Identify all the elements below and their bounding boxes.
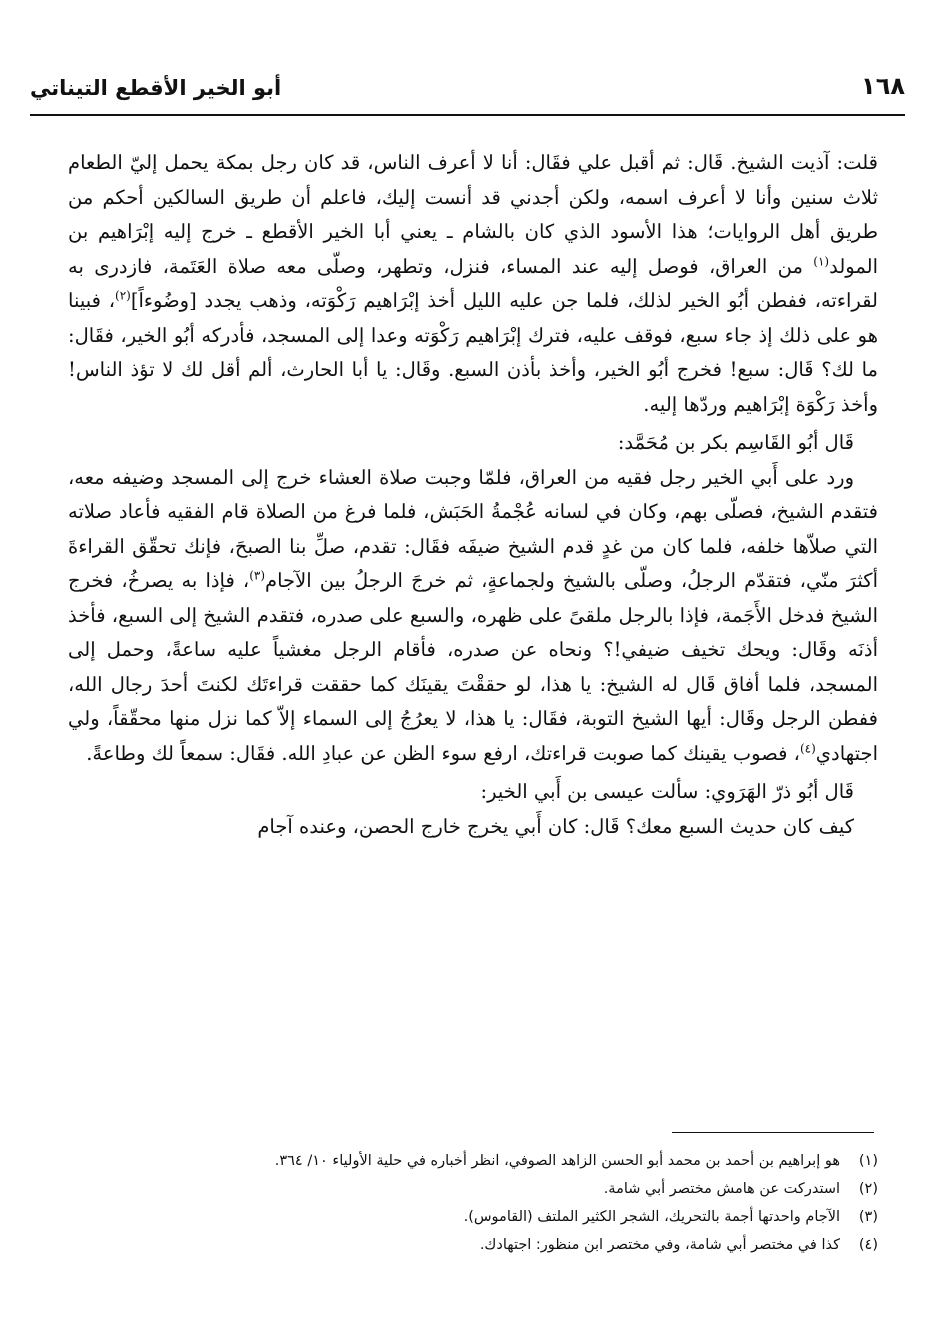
running-title: أبو الخير الأقطع التيناتي — [30, 76, 282, 100]
footnote-number: (١) — [858, 1153, 878, 1169]
paragraph-1-part-2: من العراق، فوصل إليه عند المساء، فنزل، وتطهر، وصلّى معه صلاة العَتَمة، فازدرى به لقراءته، ففطن أبُو الخير لذلك، فلما جن عليه الليل أخذ إبْرَاهيم رَكْوَته، وذهب يجدد [وضُوءاً] — [68, 254, 878, 312]
footnote-1 — [60, 1147, 878, 1175]
paragraph-1-part-1: قلت: آذيت الشيخ. قَال: ثم أقبل علي فقَال: أنا لا أعرف الناس، قد كان رجل بمكة يحمل إليّ الطعام ثلاث سنين وأنا لا أعرف اسمه، ولكن أجدني قد أنست إليك، فاعلم أن طريق السالكين أحكم من طريق أهل الروايات؛ هذا الأسود الذي كان بالشام ـ يعني أبا الخير الأقطع ـ خرج إليه إبْرَاهيم بن المولد — [68, 151, 878, 278]
footnote-ref-3: (٣) — [249, 568, 266, 583]
footnote-ref-1: (١) — [813, 254, 830, 268]
header-rule — [30, 114, 905, 116]
paragraph-1-part-3: ، فبينا هو على ذلك إذ جاء سبع، فوقف عليه، فترك إبْرَاهيم رَكْوَته وعدا إلى المسجد، فأدركه أبُو الخير، فقَال: ما لك؟ قَال: سبع! فخرج أبُو الخير، وأخذ بأذن السبع. وقَال: يا أبا الحارث، ألم أقل لك لا تؤذ الناس! وأخذ رَكْوَة إبْرَاهيم وردّها إليه. — [68, 289, 878, 416]
footnote-3 — [60, 1203, 878, 1231]
footnote-text: هو إبراهيم بن أحمد بن محمد أبو الحسن الزاهد الصوفي، انظر أخباره في حلية الأولياء ١٠/ ٣٦٤. — [274, 1153, 840, 1169]
footnote-number: (٢) — [858, 1181, 878, 1197]
footnote-4 — [60, 1231, 878, 1259]
main-text — [68, 146, 878, 844]
footnote-number: (٤) — [858, 1237, 878, 1253]
footnotes — [60, 1147, 878, 1259]
footnote-ref-2: (٢) — [115, 288, 131, 303]
paragraph-1 — [68, 146, 878, 422]
paragraph-2: قَال أبُو القَاسِم بكر بن مُحَمَّد: — [617, 431, 854, 454]
paragraph-4: قَال أبُو ذرّ الهَرَوي: سألت عيسى بن أَبي الخير: — [480, 780, 854, 803]
page-number: ١٦٨ — [861, 72, 905, 100]
paragraph-3-part-1: ورد على أَبي الخير رجل فقيه من العراق، فلمّا وجبت صلاة العشاء خرج إلى المسجد وضيفه معه، فتقدم الشيخ، فصلّى بهم، وكان في لسانه عُجْمةُ الحَبَش، فلما فرغ من الصلاة قام الفقيه فأعاد صلاته التي صلاّها خلفه، فلما كان من غدٍ قدم الشيخ ضيفَه فقَال: تقدم، صلِّ بنا الصبحَ، فإنك تحقّق القراءةَ أكثرَ منّي، فتقدّم الرجلُ، وصلّى بالشيخ ولجماعةٍ، ثم خرجَ الرجلُ بين الآجام — [68, 465, 878, 592]
footnote-separator — [672, 1132, 874, 1133]
footnote-text: الآجام واحدتها أجمة بالتحريك، الشجر الكثير الملتف (القاموس). — [463, 1209, 840, 1225]
paragraph-3-part-3: ، فصوب يقينك كما صوبت قراءتك، ارفع سوء الظن عن عبادِ الله. فقَال: سمعاً لك وطاعةً. — [86, 741, 800, 765]
footnote-text: كذا في مختصر أبي شامة، وفي مختصر ابن منظور: اجتهادك. — [479, 1237, 840, 1253]
paragraph-3 — [68, 461, 878, 772]
running-header — [30, 70, 905, 126]
footnote-2 — [60, 1175, 878, 1203]
paragraph-3-part-2: ، فإذا به يصرخُ، فخرج الشيخ فدخل الأَجَمة، فإذا بالرجل ملقىً على ظهره، والسبع على صدره، فتقدم الشيخ إلى السبع، فأخذ أذنَه وقَال: ويحك تخيف ضيفي!؟ ونحاه عن صدره، فأقام الرجل مغشياً عليه ساعةً، وحمل إلى المسجد، فلما أفاق قَال له الشيخ: يا هذا، لو حققْتَ يقينَك كما حققت قراءتَك لكنتَ أحدَ رجال الله، ففطن الرجل وقَال: أيها الشيخ التوبة، فقَال: يا هذا، لا يعرُجُ إلى السماء إلاّ كما نزل منها محقّقاً، ولي اجتهادي — [68, 569, 878, 765]
paragraph-5: كيف كان حديث السبع معك؟ قَال: كان أَبي يخرج خارج الحصن، وعنده آجام — [257, 814, 854, 838]
footnote-ref-4: (٤) — [799, 741, 816, 755]
footnote-number: (٣) — [858, 1209, 878, 1225]
footnote-text: استدركت عن هامش مختصر أبي شامة. — [603, 1181, 840, 1197]
